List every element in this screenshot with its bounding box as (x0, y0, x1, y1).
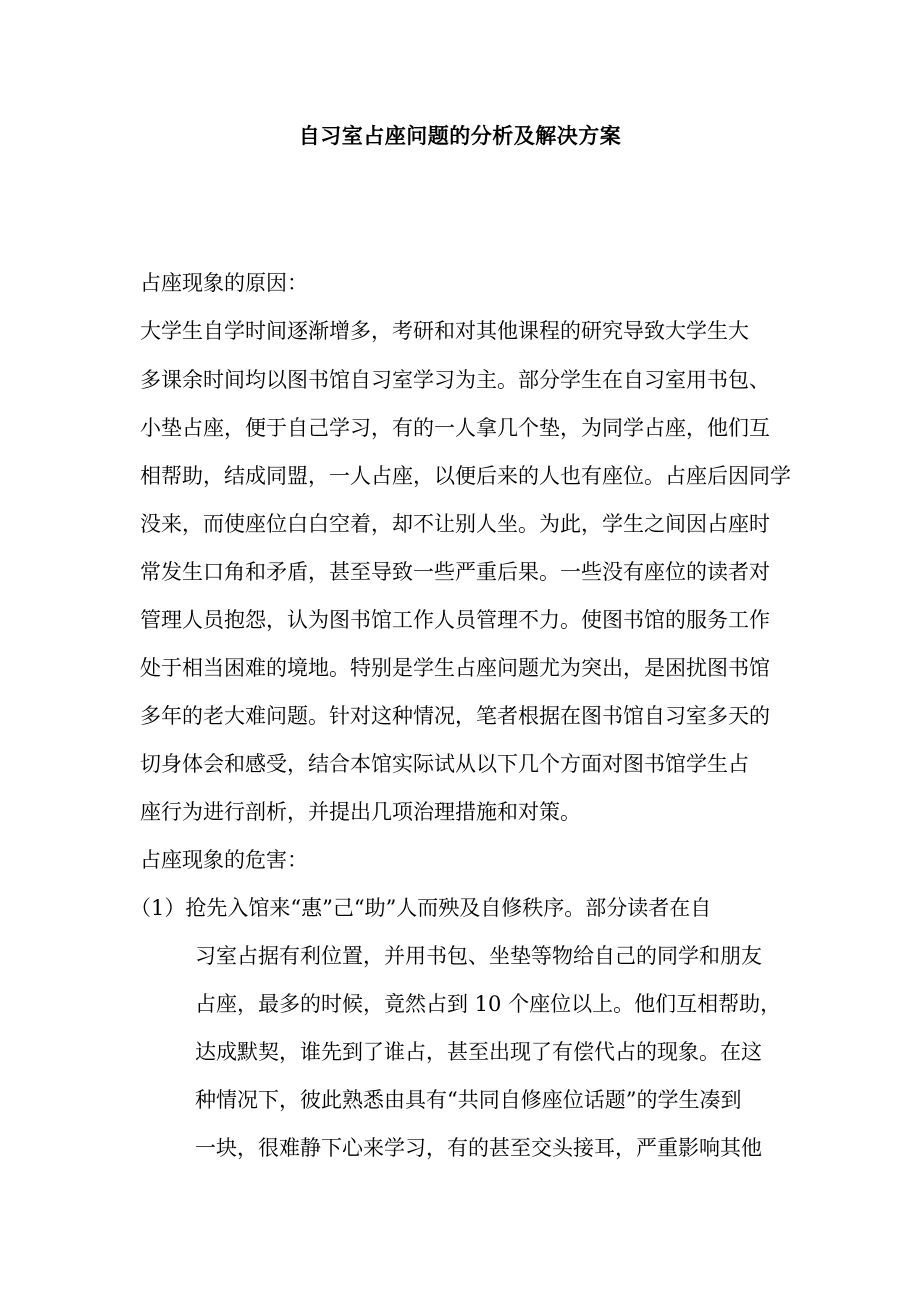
paragraph-line: 没来，而使座位白白空着，却不让别人坐。为此，学生之间因占座时 (140, 512, 770, 536)
paragraph-line: 切身体会和感受，结合本馆实际试从以下几个方面对图书馆学生占 (140, 752, 749, 776)
paragraph-line: 小垫占座，便于自己学习，有的一人拿几个垫，为同学占座，他们互 (140, 416, 770, 440)
paragraph-line: 处于相当困难的境地。特别是学生占座问题尤为突出，是困扰图书馆 (140, 656, 770, 680)
paragraph-line: 相帮助，结成同盟，一人占座，以便后来的人也有座位。占座后因同学 (140, 464, 791, 488)
list-item-line: 习室占据有利位置，并用书包、坐垫等物给自己的同学和朋友 (195, 944, 762, 968)
paragraph-line: 常发生口角和矛盾，甚至导致一些严重后果。一些没有座位的读者对 (140, 560, 770, 584)
list-item-line: 一块，很难静下心来学习，有的甚至交头接耳，严重影响其他 (195, 1136, 762, 1160)
list-item-line: 种情况下，彼此熟悉由具有“共同自修座位话题”的学生凑到 (195, 1088, 742, 1112)
list-item-line: 达成默契，谁先到了谁占，甚至出现了有偿代占的现象。在这 (195, 1040, 762, 1064)
paragraph-line: 管理人员抱怨，认为图书馆工作人员管理不力。使图书馆的服务工作 (140, 608, 770, 632)
list-item-1-first-line: （1）抢先入馆来“惠”己“助”人而殃及自修秩序。部分读者在自 (130, 896, 712, 920)
list-item-line: 占座，最多的时候，竟然占到 10 个座位以上。他们互相帮助， (195, 992, 782, 1016)
paragraph-line: 大学生自学时间逐渐增多，考研和对其他课程的研究导致大学生大 (140, 319, 749, 343)
paragraph-line: 座行为进行剖析，并提出几项治理措施和对策。 (140, 800, 581, 824)
section-heading-harms: 占座现象的危害： (140, 848, 308, 872)
section-heading-causes: 占座现象的原因： (140, 271, 308, 295)
page-title: 自习室占座问题的分析及解决方案 (298, 123, 622, 148)
paragraph-line: 多年的老大难问题。针对这种情况，笔者根据在图书馆自习室多天的 (140, 704, 770, 728)
paragraph-line: 多课余时间均以图书馆自习室学习为主。部分学生在自习室用书包、 (140, 368, 770, 392)
